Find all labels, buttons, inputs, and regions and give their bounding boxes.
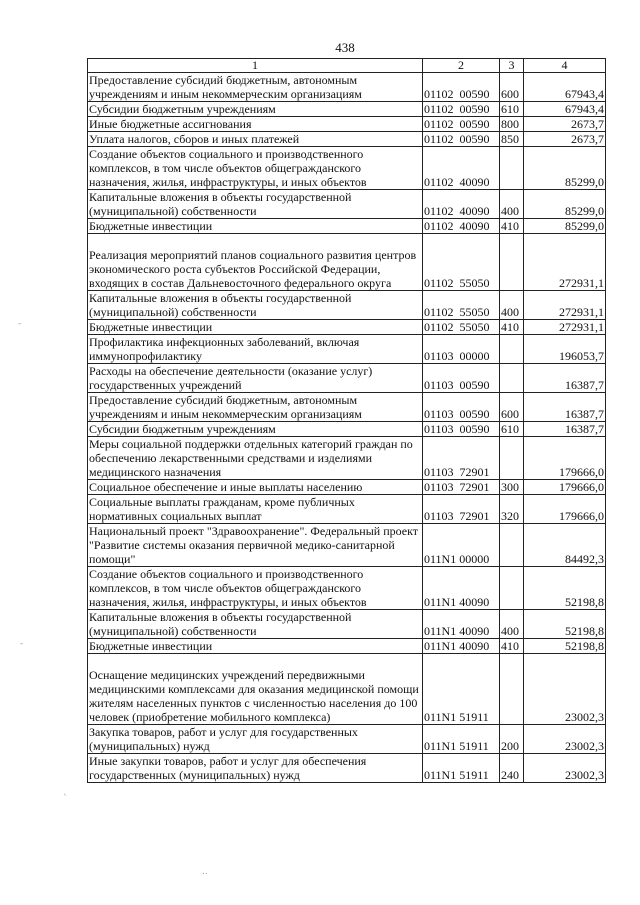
row-code-cell: 011N1 40090 [423, 639, 500, 654]
row-name-cell: Оснащение медицинских учреждений передвижными медицинскими комплексами для оказания медицинской помощи жителям населенных пунктов с численностью населения до 100 человек (приобретение мобильного комплекса) [88, 654, 423, 725]
row-type-cell [500, 147, 524, 190]
row-code-cell: 01103 72901 [423, 495, 500, 524]
table-row [88, 393, 606, 422]
row-name-cell: Социальное обеспечение и иные выплаты населению [88, 480, 423, 495]
row-code-cell: 011N1 40090 [423, 567, 500, 610]
table-row [88, 654, 606, 725]
row-name-cell: Меры социальной поддержки отдельных категорий граждан по обеспечению лекарственными средствами и изделиями медицинского назначения [88, 437, 423, 480]
row-code-cell: 01102 55050 [423, 291, 500, 320]
row-amount-cell: 52198,8 [524, 567, 606, 610]
row-name-cell: Субсидии бюджетным учреждениям [88, 102, 423, 117]
row-code-cell: 01102 40090 [423, 190, 500, 219]
row-type-cell: 240 [500, 754, 524, 783]
row-type-cell [500, 524, 524, 567]
row-name-cell: Капитальные вложения в объекты государственной (муниципальной) собственности [88, 610, 423, 639]
row-amount-cell: 23002,3 [524, 754, 606, 783]
row-name-cell: Закупка товаров, работ и услуг для государственных (муниципальных) нужд [88, 725, 423, 754]
header-cell-amount: 4 [524, 59, 606, 73]
row-type-cell [500, 335, 524, 364]
row-amount-cell: 16387,7 [524, 393, 606, 422]
table-row [88, 610, 606, 639]
row-name-cell: Создание объектов социального и производственного комплексов, в том числе объектов общегражданского назначения, жилья, инфраструктуры, и иных объектов [88, 147, 423, 190]
row-type-cell [500, 654, 524, 725]
table-row [88, 219, 606, 234]
row-amount-cell: 52198,8 [524, 610, 606, 639]
row-amount-cell: 2673,7 [524, 132, 606, 147]
row-name-cell: Предоставление субсидий бюджетным, автономным учреждениям и иным некоммерческим организациям [88, 73, 423, 102]
row-amount-cell: 85299,0 [524, 147, 606, 190]
row-type-cell: 610 [500, 102, 524, 117]
scan-speck: - [20, 639, 24, 649]
row-name-cell: Бюджетные инвестиции [88, 639, 423, 654]
row-code-cell: 01102 00590 [423, 102, 500, 117]
row-code-cell: 011N1 51911 [423, 754, 500, 783]
row-code-cell: 01102 55050 [423, 320, 500, 335]
row-code-cell: 01102 40090 [423, 219, 500, 234]
header-cell-code: 2 [423, 59, 500, 73]
table-row [88, 754, 606, 783]
table-row [88, 102, 606, 117]
row-amount-cell: 85299,0 [524, 219, 606, 234]
row-name-cell: Расходы на обеспечение деятельности (оказание услуг) государственных учреждений [88, 364, 423, 393]
row-amount-cell: 23002,3 [524, 725, 606, 754]
row-amount-cell: 67943,4 [524, 102, 606, 117]
header-cell-type: 3 [500, 59, 524, 73]
row-amount-cell: 179666,0 [524, 495, 606, 524]
row-name-cell: Капитальные вложения в объекты государственной (муниципальной) собственности [88, 291, 423, 320]
row-type-cell: 850 [500, 132, 524, 147]
row-amount-cell: 67943,4 [524, 73, 606, 102]
row-type-cell: 800 [500, 117, 524, 132]
row-name-cell: Субсидии бюджетным учреждениям [88, 422, 423, 437]
row-name-cell: Иные закупки товаров, работ и услуг для обеспечения государственных (муниципальных) нужд [88, 754, 423, 783]
row-code-cell: 011N1 51911 [423, 654, 500, 725]
table-row [88, 117, 606, 132]
table-row [88, 147, 606, 190]
row-name-cell: Создание объектов социального и производственного комплексов, в том числе объектов общегражданского назначения, жилья, инфраструктуры, и иных объектов [88, 567, 423, 610]
header-cell-name: 1 [88, 59, 423, 73]
row-amount-cell: 196053,7 [524, 335, 606, 364]
row-amount-cell: 272931,1 [524, 291, 606, 320]
row-type-cell: 410 [500, 639, 524, 654]
table-row [88, 364, 606, 393]
scan-speck: .. [202, 867, 208, 877]
table-row [88, 524, 606, 567]
table-row [88, 132, 606, 147]
row-type-cell: 410 [500, 320, 524, 335]
table-row [88, 567, 606, 610]
table-row [88, 639, 606, 654]
row-name-cell: Реализация мероприятий планов социального развития центров экономического роста субъектов Российской Федерации, входящих в состав Дальневосточного федерального округа [88, 234, 423, 291]
row-amount-cell: 23002,3 [524, 654, 606, 725]
row-name-cell: Иные бюджетные ассигнования [88, 117, 423, 132]
row-code-cell: 01103 72901 [423, 437, 500, 480]
budget-table [87, 58, 606, 783]
row-code-cell: 01103 00590 [423, 393, 500, 422]
row-type-cell [500, 234, 524, 291]
row-name-cell: Капитальные вложения в объекты государственной (муниципальной) собственности [88, 190, 423, 219]
table-row [88, 335, 606, 364]
row-type-cell [500, 567, 524, 610]
row-amount-cell: 84492,3 [524, 524, 606, 567]
row-amount-cell: 85299,0 [524, 190, 606, 219]
row-type-cell: 200 [500, 725, 524, 754]
row-amount-cell: 52198,8 [524, 639, 606, 654]
table-row [88, 480, 606, 495]
row-type-cell: 400 [500, 610, 524, 639]
row-amount-cell: 272931,1 [524, 320, 606, 335]
row-code-cell: 01103 72901 [423, 480, 500, 495]
table-row [88, 422, 606, 437]
row-code-cell: 01102 55050 [423, 234, 500, 291]
table-row [88, 73, 606, 102]
row-amount-cell: 2673,7 [524, 117, 606, 132]
row-type-cell [500, 437, 524, 480]
row-code-cell: 011N1 00000 [423, 524, 500, 567]
row-name-cell: Бюджетные инвестиции [88, 320, 423, 335]
row-code-cell: 01103 00000 [423, 335, 500, 364]
row-code-cell: 01102 00590 [423, 132, 500, 147]
row-type-cell: 400 [500, 190, 524, 219]
row-amount-cell: 272931,1 [524, 234, 606, 291]
row-amount-cell: 179666,0 [524, 480, 606, 495]
row-code-cell: 011N1 40090 [423, 610, 500, 639]
row-amount-cell: 179666,0 [524, 437, 606, 480]
row-type-cell: 400 [500, 291, 524, 320]
row-type-cell: 610 [500, 422, 524, 437]
row-code-cell: 01103 00590 [423, 422, 500, 437]
row-type-cell: 300 [500, 480, 524, 495]
row-type-cell: 320 [500, 495, 524, 524]
scan-speck: - [18, 319, 22, 329]
row-name-cell: Предоставление субсидий бюджетным, автономным учреждениям и иным некоммерческим организациям [88, 393, 423, 422]
row-type-cell [500, 364, 524, 393]
row-code-cell: 01103 00590 [423, 364, 500, 393]
row-code-cell: 01102 40090 [423, 147, 500, 190]
page-number: 438 [335, 40, 355, 55]
budget-table-body [88, 59, 606, 783]
row-type-cell: 600 [500, 393, 524, 422]
scan-speck: ` [63, 794, 68, 804]
row-amount-cell: 16387,7 [524, 364, 606, 393]
row-name-cell: Социальные выплаты гражданам, кроме публичных нормативных социальных выплат [88, 495, 423, 524]
table-row [88, 291, 606, 320]
table-row [88, 320, 606, 335]
table-header-row [88, 59, 606, 73]
row-name-cell: Профилактика инфекционных заболеваний, включая иммунопрофилактику [88, 335, 423, 364]
row-amount-cell: 16387,7 [524, 422, 606, 437]
row-type-cell: 600 [500, 73, 524, 102]
table-row [88, 725, 606, 754]
row-name-cell: Национальный проект "Здравоохранение". Федеральный проект "Развитие системы оказания первичной медико-санитарной помощи" [88, 524, 423, 567]
row-code-cell: 01102 00590 [423, 73, 500, 102]
table-row [88, 190, 606, 219]
table-row [88, 234, 606, 291]
row-name-cell: Уплата налогов, сборов и иных платежей [88, 132, 423, 147]
row-code-cell: 01102 00590 [423, 117, 500, 132]
table-row [88, 495, 606, 524]
row-code-cell: 011N1 51911 [423, 725, 500, 754]
row-name-cell: Бюджетные инвестиции [88, 219, 423, 234]
table-row [88, 437, 606, 480]
row-type-cell: 410 [500, 219, 524, 234]
